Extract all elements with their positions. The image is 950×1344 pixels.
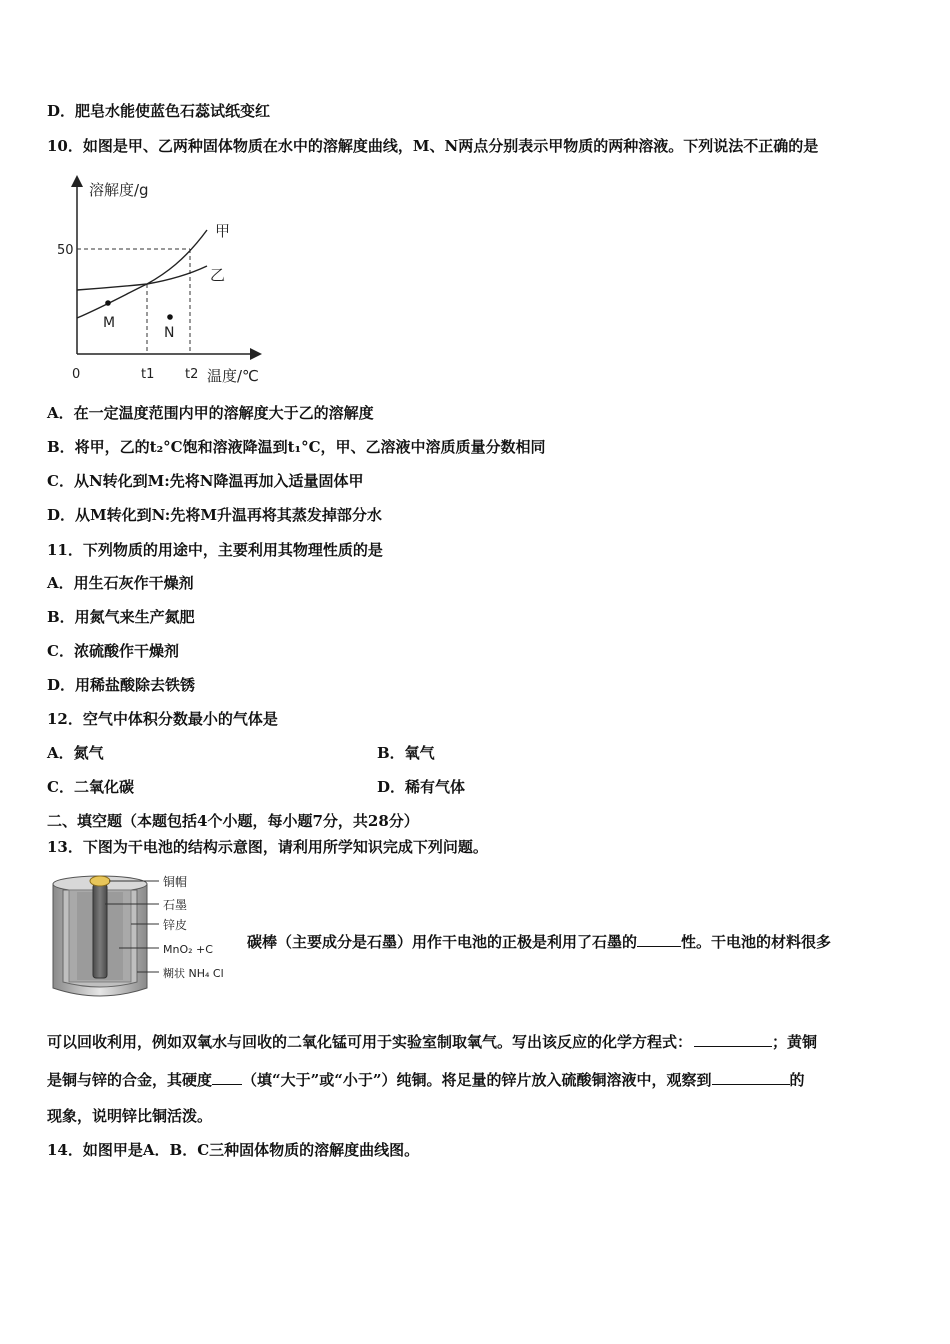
q14-stem: 14．如图甲是A．B．C三种固体物质的溶解度曲线图。 — [47, 1141, 420, 1159]
x-axis-label: 温度/℃ — [207, 367, 259, 385]
label-graphite: 石墨 — [163, 898, 188, 912]
q13-paragraph-line-1 — [247, 931, 831, 952]
dry-battery-diagram — [47, 866, 247, 1006]
tick-50: 50 — [57, 243, 74, 258]
q10-stem: 10．如图是甲、乙两种固体物质在水中的溶解度曲线，M、N两点分别表示甲物质的两种溶液。下列说法不正确的是 — [47, 137, 819, 155]
q10-option-d: D．从M转化到N:先将M升温再将其蒸发掉部分水 — [47, 506, 382, 524]
q9-option-d: D．肥皂水能使蓝色石蕊试纸变红 — [47, 102, 271, 120]
q13-text-3c: 的 — [789, 1071, 805, 1089]
label-nh4cl: 糊状 NH₄ Cl — [163, 967, 224, 980]
q13-blank-4[interactable] — [712, 1069, 790, 1085]
graphite-rod — [93, 884, 107, 978]
q12-option-d: D．稀有气体 — [377, 778, 466, 796]
q12-stem: 12．空气中体积分数最小的气体是 — [47, 710, 278, 728]
q13-paragraph-line-2 — [47, 1031, 817, 1052]
point-n — [167, 314, 173, 320]
q13-text-3b: （填“大于”或“小于”）纯铜。将足量的锌片放入硫酸铜溶液中，观察到 — [242, 1071, 712, 1089]
point-n-label: N — [164, 325, 175, 341]
q10-option-a: A．在一定温度范围内甲的溶解度大于乙的溶解度 — [47, 404, 374, 422]
solubility-chart — [45, 170, 285, 395]
q10-option-b: B．将甲，乙的t₂°C饱和溶液降温到t₁°C，甲、乙溶液中溶质质量分数相同 — [47, 438, 546, 456]
q12-option-c: C．二氧化碳 — [47, 778, 134, 796]
section-2-heading: 二、填空题（本题包括4个小题，每小题7分，共28分） — [47, 812, 419, 830]
q13-blank-1[interactable] — [637, 931, 681, 947]
tick-t1: t1 — [141, 367, 155, 382]
q13-text-1a: 碳棒（主要成分是石墨）用作干电池的正极是利用了石墨的 — [247, 933, 638, 951]
point-m-label: M — [103, 315, 116, 331]
q11-option-a: A．用生石灰作干燥剂 — [47, 574, 194, 592]
q13-blank-3[interactable] — [212, 1069, 242, 1085]
q10-option-c: C．从N转化到M:先将N降温再加入适量固体甲 — [47, 472, 364, 490]
label-zinc: 锌皮 — [163, 918, 188, 932]
curve-jia-label: 甲 — [215, 222, 231, 240]
tick-t2: t2 — [185, 367, 199, 382]
origin-label: 0 — [72, 367, 81, 382]
q11-option-c: C．浓硫酸作干燥剂 — [47, 642, 179, 660]
y-axis-label: 溶解度/g — [89, 181, 149, 199]
q13-blank-2[interactable] — [694, 1031, 772, 1047]
q13-paragraph-line-4: 现象，说明锌比铜活泼。 — [47, 1107, 213, 1125]
q13-text-2b: ；黄铜 — [772, 1033, 818, 1051]
label-copper-cap: 铜帽 — [163, 875, 188, 889]
q13-paragraph-line-3 — [47, 1069, 805, 1090]
label-mno2: MnO₂ +C — [163, 943, 213, 956]
point-m — [105, 300, 111, 306]
copper-cap — [90, 876, 110, 886]
q13-text-3a: 是铜与锌的合金，其硬度 — [47, 1071, 213, 1089]
q11-stem: 11．下列物质的用途中，主要利用其物理性质的是 — [47, 541, 383, 559]
q11-option-d: D．用稀盐酸除去铁锈 — [47, 676, 196, 694]
q12-option-b: B．氧气 — [377, 744, 435, 762]
q13-stem: 13．下图为干电池的结构示意图，请利用所学知识完成下列问题。 — [47, 838, 488, 856]
q11-option-b: B．用氮气来生产氮肥 — [47, 608, 195, 626]
curve-yi-label: 乙 — [210, 266, 226, 284]
q13-text-2a: 可以回收利用，例如双氧水与回收的二氧化锰可用于实验室制取氧气。写出该反应的化学方程式： — [47, 1033, 693, 1051]
q12-option-a: A．氮气 — [47, 744, 104, 762]
q13-text-1b: 性。干电池的材料很多 — [681, 933, 832, 951]
